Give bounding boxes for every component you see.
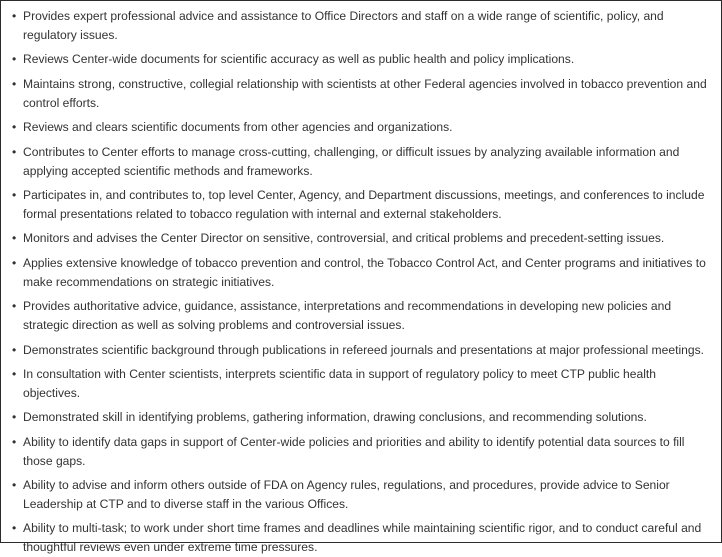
list-item xyxy=(9,476,713,514)
list-item xyxy=(9,186,713,224)
list-item xyxy=(9,118,713,137)
bullet-icon: • xyxy=(12,521,17,536)
list-item-text: Reviews Center-wide documents for scientific accuracy as well as public health and policy implications. xyxy=(23,52,575,67)
bullet-icon: • xyxy=(12,187,17,202)
bullet-icon: • xyxy=(12,410,17,425)
list-item-text: Maintains strong, constructive, collegial relationship with scientists at other Federal agencies involved in tobacco prevention and control efforts. xyxy=(23,76,707,110)
list-item xyxy=(9,365,713,403)
duties-list xyxy=(1,1,721,557)
bullet-icon: • xyxy=(12,478,17,493)
list-item-text: Demonstrated skill in identifying problems, gathering information, drawing conclusions, and recommending solutions. xyxy=(23,410,647,425)
list-item-text: Provides authoritative advice, guidance, assistance, interpretations and recommendations in developing new policies and strategic direction as well as solving problems and controversial issues. xyxy=(23,299,672,333)
list-item-text: Applies extensive knowledge of tobacco prevention and control, the Tobacco Control Act, and Center programs and initiatives to make recommendations on strategic initiatives. xyxy=(23,255,706,289)
list-item xyxy=(9,50,713,69)
bullet-icon: • xyxy=(12,366,17,381)
bullet-icon: • xyxy=(12,144,17,159)
list-item xyxy=(9,254,713,292)
list-item-text: Provides expert professional advice and assistance to Office Directors and staff on a wide range of scientific, policy, and regulatory issues. xyxy=(23,9,664,42)
bullet-icon: • xyxy=(12,299,17,314)
list-item xyxy=(9,519,713,557)
list-item-text: Demonstrates scientific background through publications in refereed journals and presentations at major professional meetings. xyxy=(23,342,704,357)
bullet-icon: • xyxy=(12,255,17,270)
list-item-text: Participates in, and contributes to, top level Center, Agency, and Department discussions, meetings, and conferences to include formal presentations related to tobacco regulation with internal and external stakeholders. xyxy=(23,187,705,221)
bullet-icon: • xyxy=(12,434,17,449)
list-item xyxy=(9,341,713,360)
list-item xyxy=(9,433,713,471)
list-item xyxy=(9,408,713,427)
list-item-text: Reviews and clears scientific documents from other agencies and organizations. xyxy=(23,120,453,135)
list-item xyxy=(9,7,713,45)
list-item-text: In consultation with Center scientists, interprets scientific data in support of regulatory policy to meet CTP public health objectives. xyxy=(23,366,656,400)
bullet-icon: • xyxy=(12,76,17,91)
list-item-text: Contributes to Center efforts to manage cross-cutting, challenging, or difficult issues by analyzing available information and applying accepted scientific methods and frameworks. xyxy=(23,144,680,178)
list-item-text: Monitors and advises the Center Director on sensitive, controversial, and critical problems and precedent-setting issues. xyxy=(23,231,665,246)
list-item-text: Ability to identify data gaps in support of Center-wide policies and priorities and ability to identify potential data sources to fill those gaps. xyxy=(23,434,685,468)
list-item xyxy=(9,297,713,335)
bullet-icon: • xyxy=(12,231,17,246)
bullet-icon: • xyxy=(12,52,17,67)
list-item xyxy=(9,229,713,248)
list-item-text: Ability to advise and inform others outside of FDA on Agency rules, regulations, and procedures, provide advice to Senior Leadership at CTP and to diverse staff in the various Offices. xyxy=(23,478,670,512)
list-item-text: Ability to multi-task; to work under short time frames and deadlines while maintaining scientific rigor, and to conduct careful and thoughtful reviews even under extreme time pressures. xyxy=(23,521,702,555)
list-item xyxy=(9,143,713,181)
bullet-icon: • xyxy=(12,120,17,135)
bullet-icon: • xyxy=(12,9,17,23)
bullet-icon: • xyxy=(12,342,17,357)
list-item xyxy=(9,75,713,113)
